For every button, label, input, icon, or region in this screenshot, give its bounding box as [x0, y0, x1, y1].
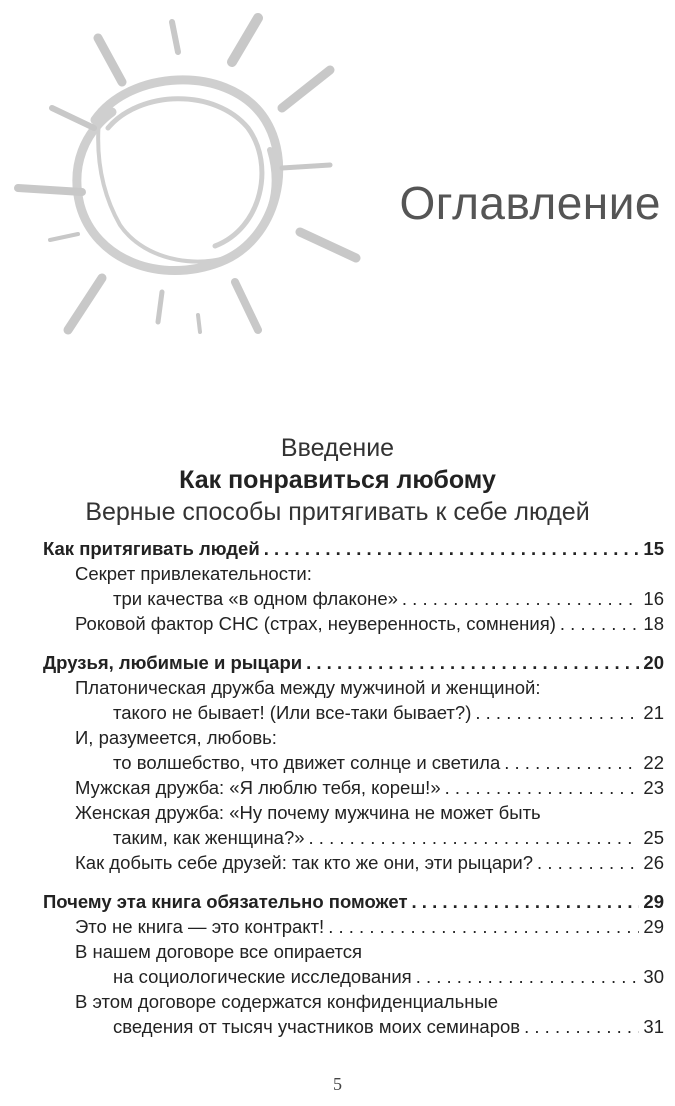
page-number: 25 — [643, 827, 664, 848]
toc-section-heading[interactable] — [43, 889, 664, 914]
sun-icon — [0, 0, 370, 350]
intro-subtitle: Верные способы притягивать к себе людей — [85, 498, 590, 526]
dot-leader — [504, 750, 639, 775]
toc-entry-line[interactable]: Платоническая дружба между мужчиной и женщиной: — [75, 677, 541, 698]
toc-section — [43, 650, 664, 875]
toc-entry[interactable] — [43, 964, 664, 989]
intro-title: Как понравиться любому — [179, 466, 496, 494]
page-number: 31 — [643, 1016, 664, 1037]
toc-entry-line[interactable]: В этом договоре содержатся конфиденциальные — [75, 991, 499, 1012]
page-title: Оглавление — [399, 177, 661, 229]
toc-entry-line[interactable]: Женская дружба: «Ну почему мужчина не может быть — [75, 802, 541, 823]
toc-entry-line: сведения от тысяч участников моих семинаров — [113, 1016, 521, 1037]
toc-entry[interactable] — [43, 750, 664, 775]
toc-entry-line[interactable]: В нашем договоре все опирается — [75, 941, 363, 962]
page-number: 26 — [643, 852, 664, 873]
toc-entry-line: три качества «в одном флаконе» — [113, 588, 398, 609]
toc-section-heading[interactable] — [43, 536, 664, 561]
toc-entry-line: таким, как женщина?» — [113, 827, 305, 848]
page-number: 29 — [643, 916, 664, 937]
table-of-contents — [43, 536, 664, 1053]
toc-entry-line[interactable]: Секрет привлекательности: — [75, 563, 312, 584]
toc-entry[interactable] — [43, 850, 664, 875]
page-number: 29 — [643, 891, 664, 912]
toc-entry-line: на социологические исследования — [113, 966, 412, 987]
page-number: 16 — [643, 588, 664, 609]
toc-section-title: Друзья, любимые и рыцари — [43, 652, 303, 673]
toc-section — [43, 536, 664, 636]
dot-leader — [328, 914, 639, 939]
toc-entry-line: Это не книга — это контракт! — [75, 916, 325, 937]
page-number: 15 — [643, 538, 664, 559]
dot-leader — [537, 850, 639, 875]
page-number: 18 — [643, 613, 664, 634]
dot-leader — [475, 700, 639, 725]
intro-label: Введение — [280, 434, 395, 462]
toc-entry[interactable] — [43, 586, 664, 611]
toc-section-title: Как притягивать людей — [43, 538, 260, 559]
toc-entry-line: Как добыть себе друзей: так кто же они, эти рыцари? — [75, 852, 534, 873]
page-number: 23 — [643, 777, 664, 798]
dot-leader — [560, 611, 640, 636]
dot-leader — [524, 1014, 639, 1039]
dot-leader — [445, 775, 640, 800]
toc-entry[interactable] — [43, 700, 664, 725]
dot-leader — [402, 586, 640, 611]
toc-section — [43, 889, 664, 1039]
toc-entry[interactable] — [43, 914, 664, 939]
toc-entry[interactable] — [43, 1014, 664, 1039]
toc-section-heading[interactable] — [43, 650, 664, 675]
dot-leader — [306, 650, 639, 675]
dot-leader — [264, 536, 640, 561]
toc-entry-line[interactable]: И, разумеется, любовь: — [75, 727, 277, 748]
page-number: 30 — [643, 966, 664, 987]
toc-entry-line: такого не бывает! (Или все-таки бывает?) — [113, 702, 472, 723]
dot-leader — [309, 825, 640, 850]
page-number: 20 — [643, 652, 664, 673]
introduction-block — [0, 432, 675, 528]
toc-section-title: Почему эта книга обязательно поможет — [43, 891, 408, 912]
toc-entry-line: Мужская дружба: «Я люблю тебя, кореш!» — [75, 777, 441, 798]
toc-entry-line: то волшебство, что движет солнце и светила — [113, 752, 501, 773]
page-number: 22 — [643, 752, 664, 773]
page-number: 21 — [643, 702, 664, 723]
dot-leader — [416, 964, 640, 989]
toc-entry[interactable] — [43, 775, 664, 800]
toc-entry-line: Роковой фактор СНС (страх, неуверенность, сомнения) — [75, 613, 556, 634]
dot-leader — [412, 889, 640, 914]
page-folio: 5 — [333, 1074, 342, 1094]
toc-entry[interactable] — [43, 611, 664, 636]
toc-entry[interactable] — [43, 825, 664, 850]
